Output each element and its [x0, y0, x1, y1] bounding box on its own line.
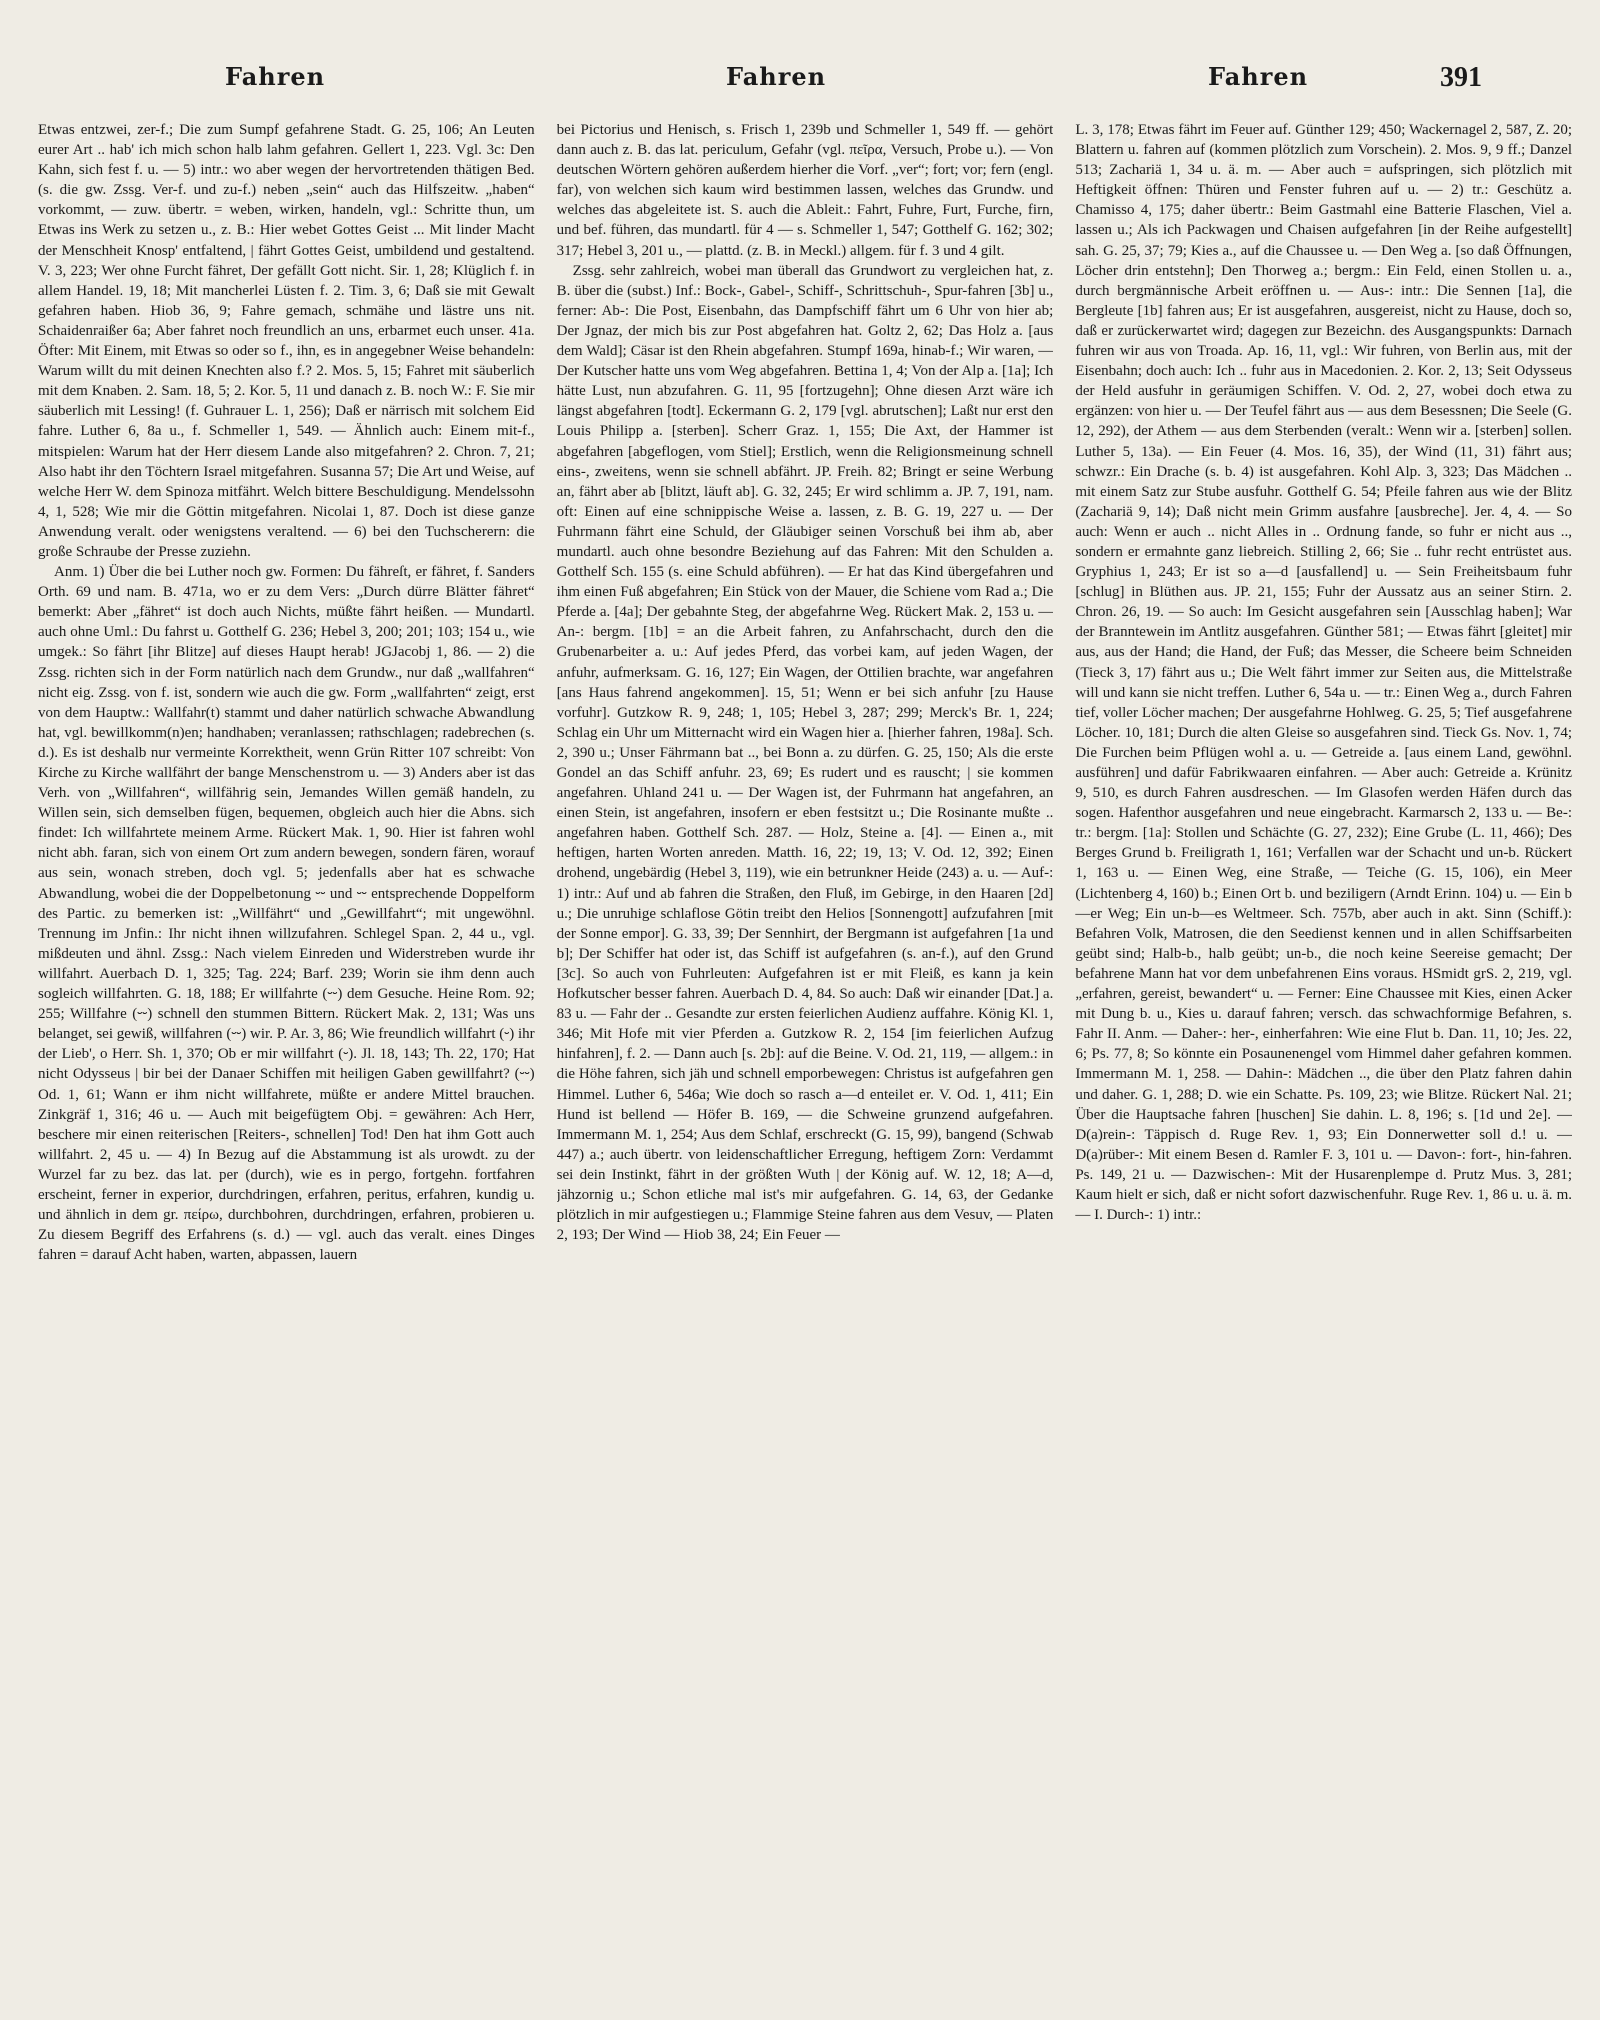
page-number: 391 [1440, 62, 1482, 93]
column-paragraph: L. 3, 178; Etwas fährt im Feuer auf. Günther 129; 450; Wackernagel 2, 587, Z. 20; Blattern u. fahren auf (kommen plötzlich zum Vorschein). 2. Mos. 9, 9 ff.; Danzel 513; Zachariä 1, 34 u. ä. m. — Aber auch = aufspringen, sich plötzlich mit Heftigkeit öffnen: Thüren und Fenster fuhren auf u. — 2) tr.: Geschütz a. Chamisso 4, 175; daher übertr.: Beim Gastmahl eine Batterie Flaschen, Viel a. lassen u.; Als ich Packwagen und Chaisen aufgefahren [in der Reihe aufgestellt] sah. G. 25, 37; 79; Kies a., auf die Chaussee u. — Den Weg a. [so daß Öffnungen, Löcher drin entstehn]; Den Thorweg a.; bergm.: Ein Feld, einen Stollen u. a., durch bergmännische Arbeit eröffnen u. — Aus-: intr.: Die Sennen [1a], die Bergleute [1b] fahren aus; Er ist ausgefahren, ausgereist, nicht zu Hause, doch so, daß er zurückerwartet wird; dagegen zur Bezeichn. des Ausgangspunkts: Darnach fuhren wir aus von Troada. Ap. 16, 11, vgl.: Wir fuhren, von Berlin aus, mit der Eisenbahn; doch auch: Ich .. fuhr aus in Macedonien. 2. Kor. 2, 13; Seit Odysseus der Held ausfuhr in geräumigen Schiffen. V. Od. 2, 27, wobei doch etwa zu ergänzen: von hier u. — Der Teufel fährt aus — aus dem Besessnen; Die Seele (G. 12, 292), der Athem — aus dem Sterbenden (veralt.: Wenn wir a. [sterben] sollen. Luther 5, 13a). — Ein Feuer (4. Mos. 16, 35), der Wind (11, 31) fährt aus; schwzr.: Ein Drache (s. b. 4) ist ausgefahren. Kohl Alp. 3, 323; Das Mädchen .. mit einem Satz zur Stube ausfuhr. Gotthelf G. 54; Pfeile fahren aus wie der Blitz (Zachariä 9, 14); Daß nicht mein Grimm ausfahre [ausbreche]. Jer. 4, 4. — So auch: Wenn er auch .. nicht Alles in .. Ordnung fande, so fuhr er nicht aus .., sondern er ermahnte ganz liebreich. Stilling 2, 66; Sie .. fuhr recht entrüstet aus. Gryphius 1, 243; Er ist so a—d [ausfallend] u. — Sein Freiheitsbaum fuhr [schlug] in Blüthen aus. JP. 21, 155; Fuhr der Aussatz aus an seiner Stirn. 2. Chron. 26, 19. — So auch: Im Gesicht ausgefahren sein [Ausschlag haben]; War der Branntewein im Antlitz ausgefahren. Günther 581; — Etwas fährt [gleitet] mir aus, aus der Hand; die Hand, der Fuß; das Messer, die Scheere beim Schneiden (Tieck 3, 17) fährt aus u.; Die Welt fährt immer zur Seiten aus, die Mittelstraße will und kann sie nicht treffen. Luther 6, 54a u. — tr.: Einen Weg a., durch Fahren tief, voller Löcher machen; Der ausgefahrne Hohlweg. G. 25, 5; Tief ausgefahrene Löcher. 10, 181; Durch die alten Gleise so ausgefahren sind. Tieck Gs. Nov. 1, 74; Die Furchen beim Pflügen wohl a. u. — Getreide a. [aus einem Land, gewöhnl. ausführen] und dafür Fabrikwaaren einfahren. — Aber auch: Getreide a. Krünitz 9, 510, es durch Fahren ausdreschen. — Im Glasofen werden Häfen durch das sogen. Hafenthor ausgefahren und neue eingebracht. Karmarsch 2, 133 u. — Be-: tr.: bergm. [1a]: Stollen und Schächte (G. 27, 232); Eine Grube (L. 11, 466); Des Berges Grund b. Freiligrath 1, 161; Verfallen war der Schacht und un-b. Rückert 1, 163 u. — Einen Weg, eine Straße, — Teiche (G. 15, 106), ein Meer (Lichtenberg 4, 160) b.; Einen Ort b. und beziligern (Arndt Erinn. 104) u. — Ein b—er Weg; Ein un-b—es Weltmeer. Sch. 757b, aber auch in akt. Sinn (Schiff.): Befahren Volk, Matrosen, die den Seedienst kennen und in allen Schiffsarbeiten geübt sind; Halb-b., halb geübt; un-b., die noch keine Seereise gemacht; Der befahrene Mann hat vor dem unbefahrenen Eins voraus. HSmidt grS. 2, 219, vgl. „erfahren, gereist, bewandert“ u. — Ferner: Eine Chaussee mit Kies, einen Acker mit Dung b. u., Kies u. darauf fahren; versch. das schwachformige Befahren, s. Fahr II. Anm. — Daher-: her-, einherfahren: Wie eine Flut b. Dan. 11, 10; Jes. 22, 6; Ps. 77, 8; So könnte ein Posaunenengel vom Himmel daher gefahren kommen. Immermann M. 1, 258. — Dahin-: Mädchen .., die über den Platz fahren dahin und daher. G. 1, 288; D. wie ein Schatte. Ps. 109, 23; wie Blitze. Rückert Nal. 21; Über die Hauptsache fahren [huschen] Sie dahin. L. 8, 196; s. [1d und 2e]. — D(a)rein-: Täppisch d. Ruge Rev. 1, 93; Ein Donnerwetter soll d.! u. — D(a)rüber-: Mit einem Besen d. Ramler F. 3, 101 u. — Davon-: fort-, hin-fahren. Ps. 149, 21 u. — Dazwischen-: Mit der Husarenplempe d. Prutz Mus. 3, 281; Kaum hielt er sich, daß er nicht sofort dazwischenfuhr. Ruge Rev. 1, 86 u. u. ä. m. — I. Durch-: 1) intr.: [1075, 122, 1573, 1224]
column-right [1075, 120, 1572, 2000]
column-paragraph: Zssg. sehr zahlreich, wobei man überall das Grundwort zu vergleichen hat, z. B. über die (subst.) Inf.: Bock-, Gabel-, Schiff-, Schrittschuh-, Spur-fahren [3b] u., ferner: Ab-: Die Post, Eisenbahn, das Dampfschiff fährt um 6 Uhr von hier ab; Der Jgnaz, der mich bis zur Post abgefahren hat. Goltz 2, 62; Das Holz a. [aus dem Wald]; Cäsar ist den Rhein abgefahren. Stumpf 169a, hinab-f.; Wir waren, — Der Kutscher hatte uns vom Weg abgefahren. Bettina 1, 4; Von der Alp a. [1a]; Ich hätte Lust, nun abzufahren. G. 11, 95 [fortzugehn]; Ohne diesen Arzt wäre ich längst abgefahren [todt]. Eckermann G. 2, 179 [vgl. abrutschen]; Laßt nur erst den Louis Philipp a. [sterben]. Scherr Graz. 1, 155; Die Axt, der Hammer ist abgefahren [abgeflogen, vom Stiel]; Erstlich, wenn die Religionsmeinung schnell eins-, zweitens, wenn sie schnell abfährt. JP. Freih. 82; Bringt er seine Werbung an, fährt aber ab [blitzt, läuft ab]. G. 32, 245; Er wird schlimm a. JP. 7, 191, nam. oft: Einen auf eine schnippische Weise a. lassen, z. B. G. 19, 227 u. — Der Fuhrmann fährt eine Schuld, der Gläubiger seinen Vorschuß bei ihm ab, aber mundartl. auch ohne besondre Beziehung auf das Fahren: Mit den Schulden a. Gotthelf Sch. 155 (s. eine Schuld abführen). — Er hat das Kind übergefahren und ihm einen Fuß abgefahren; Ein Stück von der Mauer, die Schiene vom Rad a.; Die Pferde a. [4a]; Der gebahnte Steg, der abgefahrne Weg. Rückert Mak. 2, 153 u. — An-: bergm. [1b] = an die Arbeit fahren, zu Anfahrschacht, durch den die Grubenarbeiter a. u.: Auf jedes Pferd, das vorbei kam, auf jeden Wagen, der anfuhr, aufmerksam. G. 16, 127; Ein Wagen, der Ottilien brachte, war angefahren [ans Haus fahrend angekommen]. 15, 51; Wenn er bei sich anfuhr [zu Hause vorfuhr]. Gutzkow R. 9, 248; 1, 105; Hebel 3, 287; 299; Merck's Br. 1, 224; Schlag ein Uhr um Mitternacht wird ein Wagen hier a. [hierher fahren, 198a]. Sch. 2, 390 u.; Unser Fährmann bat .., bei Bonn a. zu dürfen. G. 25, 150; Als die erste Gondel an das Schiff anfuhr. 23, 69; Es rudert und es rauscht; | sie kommen angefahren. Uhland 241 u. — Der Wagen ist, der Fuhrmann hat angefahren, an einen Stein, ist angefahren, insofern er eben festsitzt u.; Die Rosinante mußte .. angefahren haben. Gotthelf Sch. 287. — Holz, Steine a. [4]. — Einen a., mit heftigen, harten Worten anreden. Matth. 16, 22; 19, 13; V. Od. 12, 392; Einen drohend, ungebärdig (Hebel 3, 119), wie ein betrunkner Heide (243) a. u. — Auf-: 1) intr.: Auf und ab fahren die Straßen, den Fluß, im Gebirge, in den Haaren [2d] u.; Die unruhige schlaflose Götin treibt den Helios [Sonnengott] aufzufahren [mit der Sonne empor]. G. 33, 39; Der Sennhirt, der Bergmann ist aufgefahren [1a und b]; Der Schiffer hat oder ist, das Schiff ist aufgefahren (s. an-f.), auf den Grund [3c]. So auch von Fuhrleuten: Aufgefahren ist er mit Fleiß, es kann ja kein Hofkutscher besser fahren. Auerbach D. 4, 84. So auch: Daß wir einander [Dat.] a. 83 u. — Fahr der .. Gesandte zur ersten feierlichen Audienz auffahre. König Kl. 1, 346; Mit Hofe mit vier Pferden a. Gutzkow R. 2, 154 [im feierlichen Aufzug hinfahren], f. 2. — Dann auch [s. 2b]: auf die Beine. V. Od. 21, 119, — allgem.: in die Höhe fahren, sich jäh und schnell emporbewegen: Christus ist aufgefahren gen Himmel. Luther 6, 546a; Wie doch so rasch a—d enteilet er. V. Od. 1, 411; Ein Hund ist bellend — Höfer B. 169, — die Schweine grunzend aufgefahren. Immermann M. 1, 254; Aus dem Schlaf, erschreckt (G. 15, 99), bangend (Schwab 447) a.; auch übertr. von leidenschaftlicher Erregung, heftigem Zorn: Verdammt sei dein Instinkt, fährt in der größten Wuth | der König auf. W. 12, 18; A—d, jähzornig u.; Schon etliche mal ist's mir aufgefahren. G. 14, 63, der Gedanke plötzlich in mir aufgestiegen u.; Flammige Steine fahren aus dem Vesuv, — Platen 2, 193; Der Wind — Hiob 38, 24; Ein Feuer — [556, 262, 1054, 1244]
running-headword-center: Fahren [726, 62, 827, 91]
running-headword-left: Fahren [225, 62, 326, 91]
running-headword-right: Fahren [1208, 62, 1309, 91]
column-paragraph: Etwas entzwei, zer-f.; Die zum Sumpf gefahrene Stadt. G. 25, 106; An Leuten eurer Art .. hab' ich mich schon halb lahm gefahren. Gellert 1, 223. Vgl. 3c: Den Kahn, sich fest f. u. — 5) intr.: wo aber wegen der hervortretenden thätigen Bed. (s. die gw. Zssg. Ver-f. und zu-f.) neben „sein“ auch das Hilfszeitw. „haben“ vorkommt, — zuw. übertr. = weben, wirken, handeln, vgl.: Schritte thun, um Etwas ins Werk zu setzen u., z. B.: Hier webet Gottes Geist ... Mit linder Macht der Menschheit Knosp' entfaltend, | fährt Gottes Geist, umbildend und gestaltend. V. 3, 223; Wer ohne Furcht fähret, Der gefällt Gott nicht. Sir. 1, 28; Klüglich f. in allem Handel. 19, 18; Mit mancherlei Lüsten f. 2. Tim. 3, 6; Daß sie mit Gewalt gefahren haben. Hiob 36, 9; Fahre gemach, schmähe und lästre uns nit. Schaidenraißer 6a; Aber fahret noch freundlich an uns, erbarmet euch unser. 41a. Öfter: Mit Einem, mit Etwas so oder so f., ihn, es in angegebner Weise behandeln: Warum willt du mit deinen Knechten also f.? 2. Mos. 5, 15; Fahret mit säuberlich mit dem Knaben. 2. Sam. 18, 5; 2. Kor. 5, 11 und danach z. B. noch W.: F. Sie mir säuberlich mit Lessing! (f. Guhrauer L. 1, 256); Daß er närrisch mit solchem Eid fahre. Luther 6, 8a u., f. Schmeller 1, 549. — Ähnlich auch: Einem mit-f., mitspielen: Warum hat der Herr diesem Lande also mitgefahren? 2. Chron. 7, 21; Also habt ihr den Töchtern Israel mitgefahren. Susanna 57; Die Art und Weise, auf welche Herr W. dem Spinoza mitfährt. Welch bittere Beschuldigung. Mendelssohn 4, 1, 528; Wie mir die Göttin mitgefahren. Nicolai 1, 87. Doch ist diese ganze Anwendung veralt. oder wenigstens veraltend. — 6) bei den Tuchscherern: die große Schraube der Presse zuziehn. [38, 122, 535, 560]
column-paragraph: bei Pictorius und Henisch, s. Frisch 1, 239b und Schmeller 1, 549 ff. — gehört dann auch z. B. das lat. periculum, Gefahr (vgl. πεῖρα, Versuch, Probe u.). — Von deutschen Wörtern gehören außerdem hierher die Vorf. „ver“; fort; vor; fern (engl. far), von welchen sich kaum wird bestimmen lassen, welches das Grundw. und welches das abgeleitete ist. S. auch die Ableit.: Fahrt, Fuhre, Furt, Furche, firn, und bef. führen, das mundartl. für 4 — s. Schmeller 1, 547; Gotthelf G. 162; 302; 317; Hebel 3, 201 u., — plattd. (z. B. in Meckl.) allgem. für f. 3 und 4 gilt. [556, 122, 1054, 259]
column-left [38, 120, 535, 2000]
page-header [0, 62, 1600, 102]
column-center [557, 120, 1054, 2000]
dictionary-columns [38, 120, 1572, 2000]
column-paragraph: Anm. 1) Über die bei Luther noch gw. Formen: Du fähreſt, er fähret, f. Sanders Orth. 69 und nam. B. 471a, wo er zu dem Vers: „Durch dürre Blätter fähret“ bemerkt: Aber „fähret“ ist doch auch Nichts, müßte fährt heißen. — Mundartl. auch ohne Uml.: Du fahrst u. Gotthelf G. 236; Hebel 3, 200; 201; 103; 154 u., wie umgek.: So fährt [ihr Blitze] auf dieses Haupt herab! JGJacobj 1, 86. — 2) die Zssg. richten sich in der Form natürlich nach dem Grundw., nur daß „wallfahren“ nicht eig. Zssg. von f. ist, sondern wie auch die gw. Form „wallfahrten“ zeigt, erst von dem Hauptw.: Wallfahr(t) stammt und daher natürlich schwache Abwandlung hat, vgl. bewillkomm(n)en; handhaben; veranlassen; rathschlagen; radebrechen (s. d.). Es ist deshalb nur vermeinte Korrektheit, wenn Grün Ritter 107 schreibt: Von Kirche zu Kirche wallfährt der bange Menschenstrom u. — 3) Anders aber ist das Verh. von „Willfahren“, willfährig sein, Jemandes Willen gemäß handeln, zu Willen sein, sich demselben fügen, bequemen, obgleich auch hier die Abns. sich findet: Ich willfahrtete meinem Arme. Rückert Mak. 1, 90. Hier ist fahren wohl nicht abh. faran, sich von einem Ort zum andern bewegen, sondern fären, worauf aus sein, wonach streben, doch vgl. 5; jedenfalls aber hat es schwache Abwandlung, wobei die der Doppelbetonung ⏑⏑ und ⏑⏑ entsprechende Doppelform des Partic. zu bemerken ist: „Willfährt“ und „Gewillfahrt“; mit ungewöhnl. Trennung im Jnfin.: Ihr nicht ihnen willzufahren. Schlegel Span. 2, 44 u., vgl. mißdeuten und ähnl. Zssg.: Nach vielem Einreden und Widerstreben wurde ihr willfahrt. Auerbach D. 1, 325; Tag. 224; Barf. 239; Worin sie ihm denn auch sogleich willfahrten. G. 18, 188; Er willfahrte (⏑⏑) dem Gesuche. Heine Rom. 92; 255; Willfahre (⏑⏑) schnell den stummen Bittern. Rückert Mak. 2, 131; Was uns belanget, sei gewiß, willfahren (⏑⏑) wir. P. Ar. 3, 86; Wie freundlich willfahrt (⏑) ihr der Lieb', o Herr. Sh. 1, 370; Ob er mir willfahrt (⏑). Jl. 18, 143; Th. 22, 170; Hat nicht Odysseus | bir bei der Danaer Schiffen mit heiligen Gaben gewillfahrt? (⏑⏑) Od. 1, 61; Wann er ihm nicht willfahrete, müßte er andere Mittel brauchen. Zinkgräf 1, 316; 46 u. — Auch mit beigefügtem Obj. = gewähren: Ach Herr, beschere mir einen reiterischen [Reiters-, schnellen] Tod! Den hat ihm Gott auch willfahrt. 2, 45 u. — 4) In Bezug auf die Abstammung ist als urowdt. zu der Wurzel far zu bez. das lat. per (durch), wie es in pergo, fortgehn. fortfahren erscheint, ferner in experior, durchdringen, erfahren, peritus, erfahren, kundig u. und ähnlich in dem gr. πείρω, durchbohren, durchdringen, erfahren, probieren u. Zu diesem Begriff des Erfahrens (s. d.) — vgl. auch das veralt. eines Dinges fahren = darauf Acht haben, warten, abpassen, lauern [38, 564, 535, 1264]
